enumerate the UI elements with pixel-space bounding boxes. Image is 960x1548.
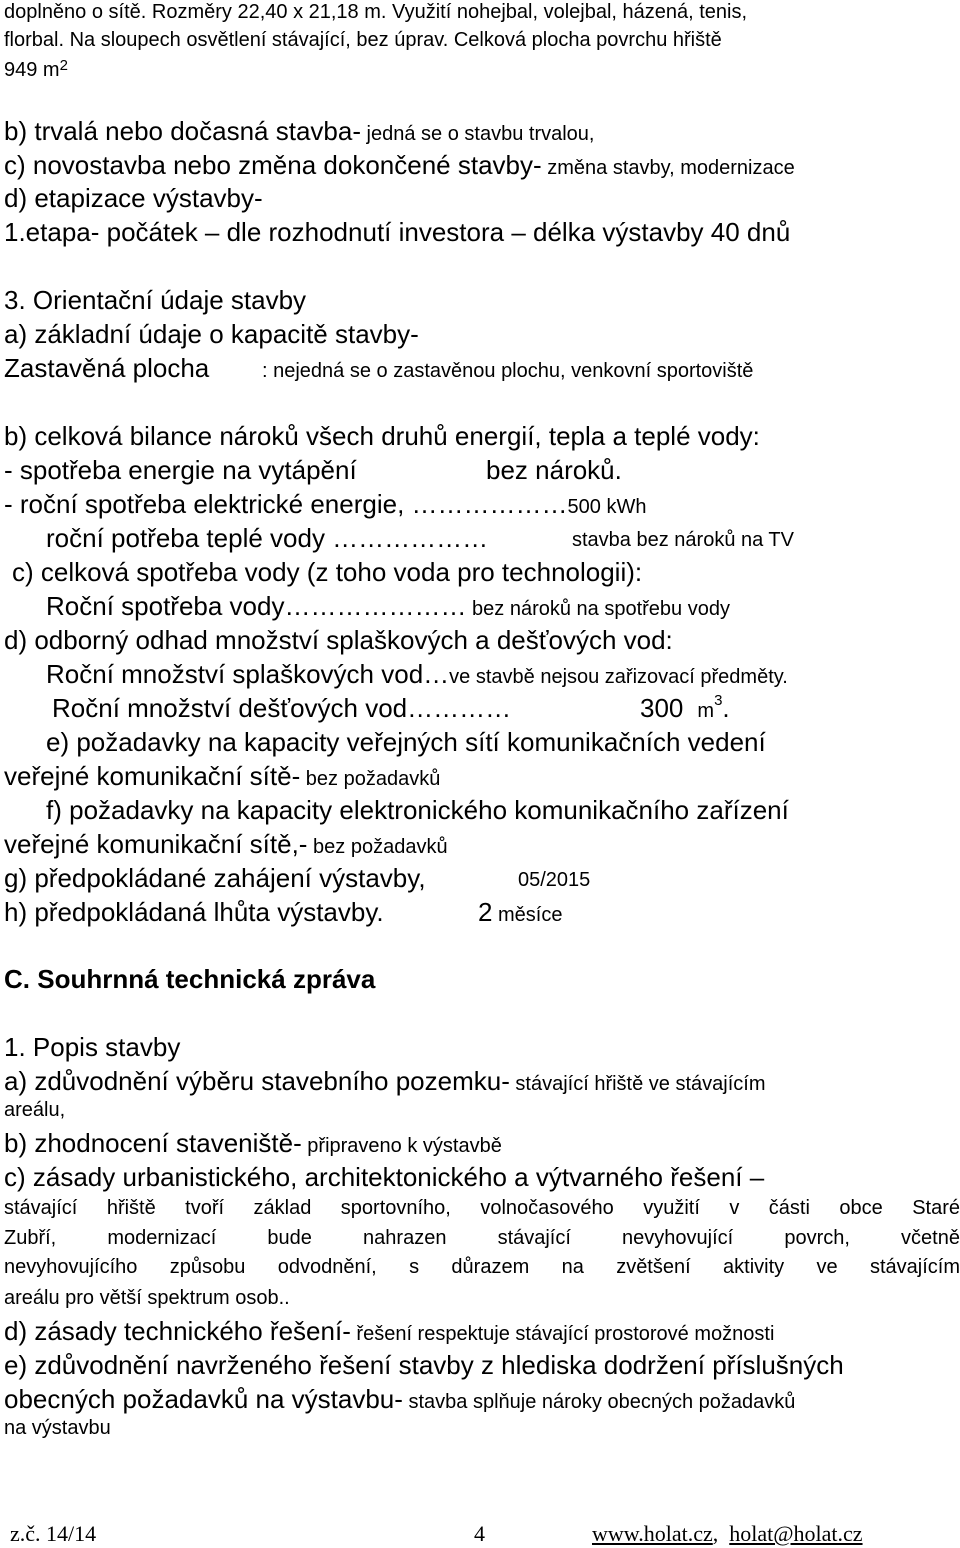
email-link[interactable]: holat@holat.cz — [729, 1521, 863, 1546]
text-line: Zastavěná plocha — [4, 353, 210, 383]
text-line: e) zdůvodnění navrženého řešení stavby z hlediska dodržení příslušných — [4, 1350, 844, 1380]
text-line: - spotřeba energie na vytápění — [4, 455, 357, 485]
text-line: d) etapizace výstavby- — [4, 183, 263, 213]
paragraph-line: Zubří, modernizací bude nahrazen stávající nevyhovující povrch, včetně — [4, 1227, 960, 1249]
text-line: 300 $m^3$. — [640, 692, 730, 723]
paragraph-line: stávající hřiště tvoří základ sportovního, volnočasového využití v části obce Staré — [4, 1197, 960, 1219]
text-line: g) předpokládané zahájení výstavby, — [4, 863, 426, 893]
text-line: c) zásady urbanistického, architektonického a výtvarného řešení – — [4, 1162, 765, 1192]
section-heading: 3. Orientační údaje stavby — [4, 285, 307, 315]
text-line: d) zásady technického řešení- řešení respektuje stávající prostorové možnosti — [4, 1316, 775, 1346]
text-line: veřejné komunikační sítě,- bez požadavků — [4, 829, 448, 859]
text-line: c) novostavba nebo změna dokončené stavby- změna stavby, modernizace — [4, 150, 795, 180]
text-line: Roční množství splaškových vod…ve stavbě nejsou zařizovací předměty. — [46, 659, 788, 689]
text-line: obecných požadavků na výstavbu- stavba splňuje nároky obecných požadavků — [4, 1384, 796, 1414]
text-line: 05/2015 — [518, 869, 591, 891]
text-line: h) předpokládaná lhůta výstavby. — [4, 897, 384, 927]
text-line: veřejné komunikační sítě- bez požadavků — [4, 761, 441, 791]
text-line: a) základní údaje o kapacitě stavby- — [4, 319, 419, 349]
text-line: roční potřeba teplé vody ……………… — [46, 523, 489, 553]
text-line: bez nároků. — [486, 455, 622, 485]
footer-links: www.holat.cz, holat@holat.cz — [592, 1521, 863, 1546]
text-line: 949 $m^2$ — [4, 57, 68, 81]
text-line: areálu, — [4, 1099, 66, 1121]
text-line: a) zdůvodnění výběru stavebního pozemku- stávající hřiště ve stávajícím — [4, 1066, 766, 1096]
text-line: Roční spotřeba vody………………… bez nároků na spotřebu vody — [46, 591, 730, 621]
text-line: na výstavbu — [4, 1417, 111, 1439]
footer-page-number: 4 — [474, 1521, 485, 1546]
text-line: stavba bez nároků na TV — [572, 529, 794, 551]
section-heading: C. Souhrnná technická zpráva — [4, 964, 376, 994]
text-line: d) odborný odhad množství splaškových a dešťových vod: — [4, 625, 673, 655]
text-line: e) požadavky na kapacity veřejných sítí komunikačních vedení — [46, 727, 766, 757]
text-line: florbal. Na sloupech osvětlení stávající, bez úprav. Celková plocha povrchu hřiště — [4, 29, 722, 51]
text-line: b) zhodnocení staveniště- připraveno k výstavbě — [4, 1128, 502, 1158]
text-line: Roční množství dešťových vod………… — [52, 693, 512, 723]
text-line: 1.etapa- počátek – dle rozhodnutí investora – délka výstavby 40 dnů — [4, 217, 791, 247]
text-line: doplněno o sítě. Rozměry 22,40 x 21,18 m. Využití nohejbal, volejbal, házená, tenis, — [4, 1, 748, 23]
text-line: - roční spotřeba elektrické energie, ………………500 kWh — [4, 489, 647, 519]
paragraph-line: nevyhovujícího způsobu odvodnění, s důrazem na zvětšení aktivity ve stávajícím — [4, 1256, 960, 1278]
text-line: 2 měsíce — [478, 897, 563, 927]
footer-ref: z.č. 14/14 — [10, 1521, 97, 1546]
section-heading: 1. Popis stavby — [4, 1032, 181, 1062]
paragraph-line: areálu pro větší spektrum osob.. — [4, 1287, 290, 1309]
text-line: c) celková spotřeba vody (z toho voda pro technologii): — [12, 557, 643, 587]
text-line: f) požadavky na kapacity elektronického komunikačního zařízení — [46, 795, 789, 825]
text-line: : nejedná se o zastavěnou plochu, venkovní sportoviště — [262, 360, 754, 382]
text-line: b) celková bilance nároků všech druhů energií, tepla a teplé vody: — [4, 421, 760, 451]
website-link[interactable]: www.holat.cz — [592, 1521, 713, 1546]
text-line: b) trvalá nebo dočasná stavba- jedná se o stavbu trvalou, — [4, 116, 595, 146]
